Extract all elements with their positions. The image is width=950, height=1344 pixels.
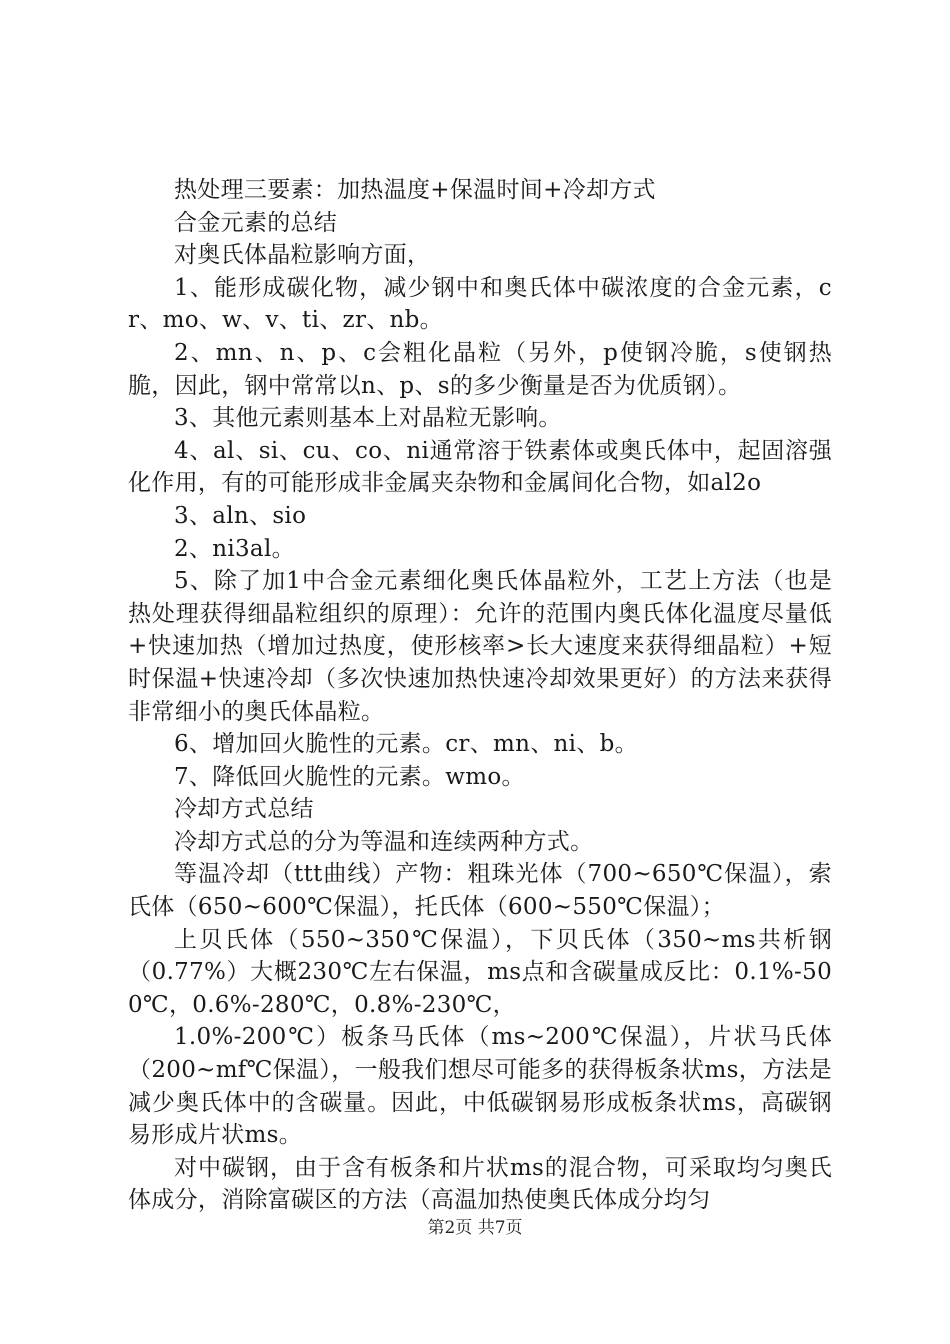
paragraph-item-3: 3、其他元素则基本上对晶粒无影响。 <box>174 405 562 432</box>
page-footer <box>0 1213 950 1238</box>
paragraph-item-7: 7、降低回火脆性的元素。wmo。 <box>174 763 525 790</box>
paragraph-medium-carbon-steel: 对中碳钢，由于含有板条和片状ms的混合物，可采取均匀奥氏体成分，消除富碳区的方法（高温加热使奥氏体成分均匀 <box>128 1154 832 1214</box>
paragraph-austenite-grain-intro: 对奥氏体晶粒影响方面， <box>174 242 431 269</box>
paragraph-item-2: 2、mn、n、p、c会粗化晶粒（另外，p使钢冷脆，s使钢热脆，因此，钢中常常以n、p、s的多少衡量是否为优质钢）。 <box>128 339 832 399</box>
paragraph-item-1: 1、能形成碳化物，减少钢中和奥氏体中碳浓度的合金元素，cr、mo、w、v、ti、zr、nb。 <box>128 274 832 334</box>
paragraph-alloy-summary-heading: 合金元素的总结 <box>174 209 338 236</box>
paragraph-cooling-summary-heading: 冷却方式总结 <box>174 796 314 823</box>
paragraph-item-4: 4、al、si、cu、co、ni通常溶于铁素体或奥氏体中，起固溶强化作用，有的可能形成非金属夹杂物和金属间化合物，如al2o <box>128 437 832 497</box>
paragraph-martensite: 1.0%-200℃）板条马氏体（ms~200℃保温），片状马氏体（200~mf℃保温），一般我们想尽可能多的获得板条状ms，方法是减少奥氏体中的含碳量。因此，中低碳钢易形成板条状ms，高碳钢易形成片状ms。 <box>128 1024 832 1149</box>
paragraph-isothermal-products: 等温冷却（ttt曲线）产物：粗珠光体（700~650℃保温），索氏体（650~600℃保温），托氏体（600~550℃保温）； <box>128 861 832 921</box>
paragraph-bainite: 上贝氏体（550~350℃保温），下贝氏体（350~ms共析钢（0.77%）大概230℃左右保温，ms点和含碳量成反比：0.1%-500℃，0.6%-280℃，0.8%-230℃， <box>128 926 832 1018</box>
paragraph-item-4-cont-2: 2、ni3al。 <box>174 535 295 562</box>
paragraph-heat-treatment-elements: 热处理三要素：加热温度+保温时间+冷却方式 <box>174 177 656 203</box>
paragraph-item-5: 5、除了加1中合金元素细化奥氏体晶粒外，工艺上方法（也是热处理获得细晶粒组织的原理）：允许的范围内奥氏体化温度尽量低+快速加热（增加过热度，使形核率>长大速度来获得细晶粒）+短时保温+快速冷却（多次快速加热快速冷却效果更好）的方法来获得非常细小的奥氏体晶粒。 <box>128 568 832 725</box>
paragraph-item-6: 6、增加回火脆性的元素。cr、mn、ni、b。 <box>174 731 638 758</box>
document-body <box>128 174 832 1217</box>
paragraph-cooling-types: 冷却方式总的分为等温和连续两种方式。 <box>174 828 594 855</box>
page-number-label: 第2页 共7页 <box>427 1218 523 1238</box>
paragraph-item-4-cont-1: 3、aln、sio <box>174 502 307 529</box>
